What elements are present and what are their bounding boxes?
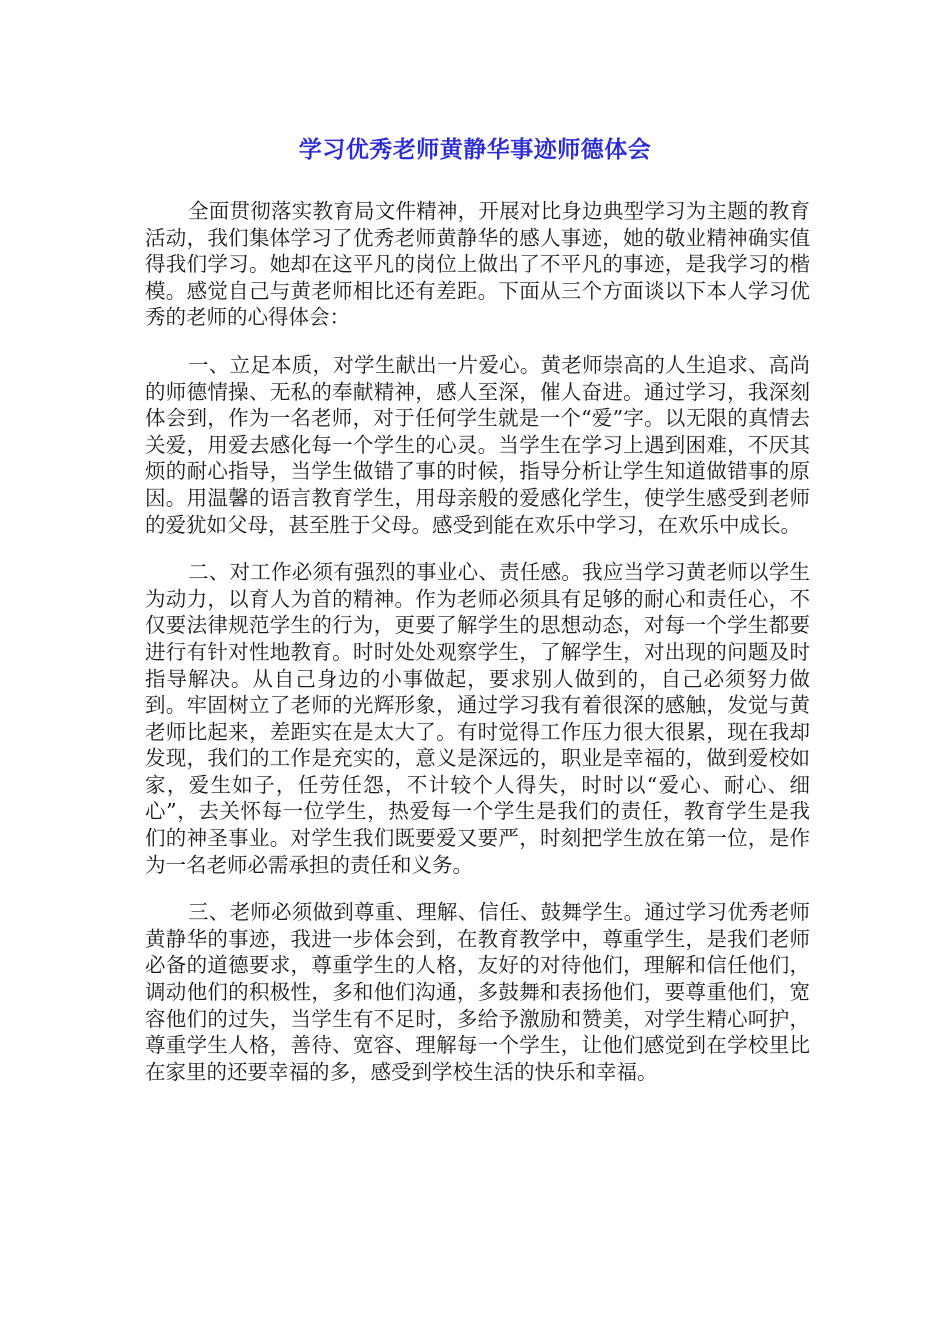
paragraph-intro: 全面贯彻落实教育局文件精神，开展对比身边典型学习为主题的教育活动，我们集体学习了优秀老师黄静华的感人事迹，她的敬业精神确实值得我们学习。她却在这平凡的岗位上做出了不平凡的事迹，是我学习的楷模。感觉自己与黄老师相比还有差距。下面从三个方面谈以下本人学习优秀的老师的心得体会： [145,199,810,330]
paragraph-point-one: 一、立足本质，对学生献出一片爱心。黄老师崇高的人生追求、高尚的师德情操、无私的奉献精神，感人至深，催人奋进。通过学习，我深刻体会到，作为一名老师，对于任何学生就是一个“爱”字。以无限的真情去关爱，用爱去感化每一个学生的心灵。当学生在学习上遇到困难，不厌其烦的耐心指导，当学生做错了事的时候，指导分析让学生知道做错事的原因。用温馨的语言教育学生，用母亲般的爱感化学生，使学生感受到老师的爱犹如父母，甚至胜于父母。感受到能在欢乐中学习，在欢乐中成长。 [145,352,810,537]
document-body [145,198,810,1106]
paragraph-point-three: 三、老师必须做到尊重、理解、信任、鼓舞学生。通过学习优秀老师黄静华的事迹，我进一步体会到，在教育教学中，尊重学生，是我们老师必备的道德要求，尊重学生的人格，友好的对待他们，理解和信任他们，调动他们的积极性，多和他们沟通，多鼓舞和表扬他们，要尊重他们，宽容他们的过失，当学生有不足时，多给予激励和赞美，对学生精心呵护，尊重学生人格，善待、宽容、理解每一个学生，让他们感觉到在学校里比在家里的还要幸福的多，感受到学校生活的快乐和幸福。 [145,900,810,1084]
paragraph-point-two: 二、对工作必须有强烈的事业心、责任感。我应当学习黄老师以学生为动力，以育人为首的精神。作为老师必须具有足够的耐心和责任心，不仅要法律规范学生的行为，更要了解学生的思想动态，对每一个学生都要进行有针对性地教育。时时处处观察学生，了解学生，对出现的问题及时指导解决。从自己身边的小事做起，要求别人做到的，自己必须努力做到。牢固树立了老师的光辉形象，通过学习我有着很深的感触，发觉与黄老师比起来，差距实在是太大了。有时觉得工作压力很大很累，现在我却发现，我们的工作是充实的，意义是深远的，职业是幸福的，做到爱校如家，爱生如子，任劳任怨，不计较个人得失，时时以“爱心、耐心、细心”，去关怀每一位学生，热爱每一个学生是我们的责任，教育学生是我们的神圣事业。对学生我们既要爱又要严，时刻把学生放在第一位，是作为一名老师必需承担的责任和义务。 [145,560,810,877]
document-title: 学习优秀老师黄静华事迹师德体会 [298,137,652,163]
